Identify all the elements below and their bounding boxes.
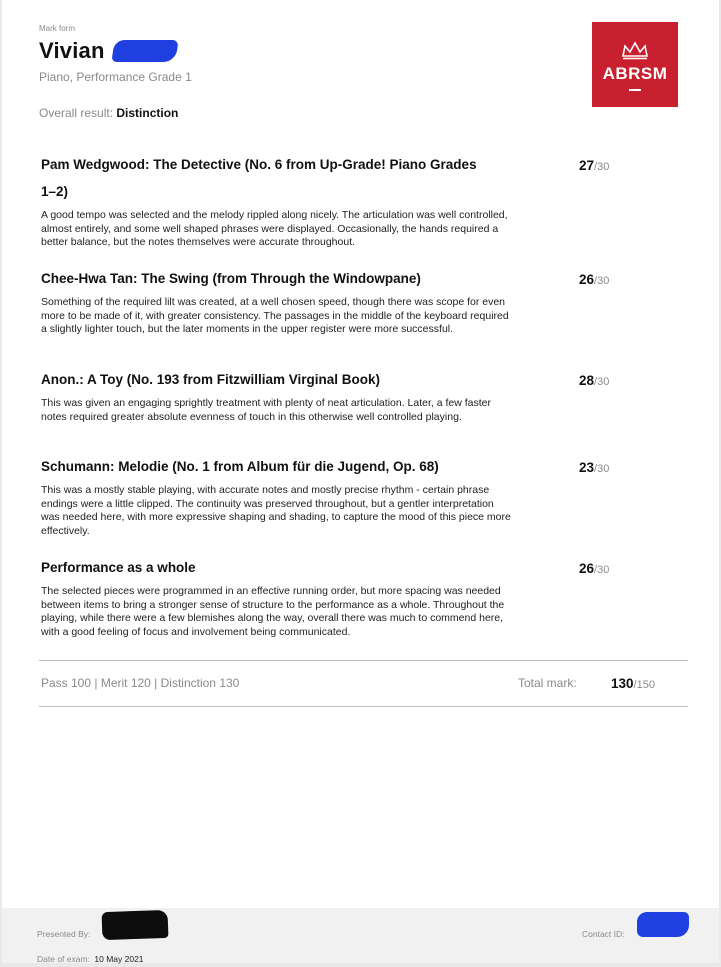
- mark-value: 26: [579, 272, 595, 287]
- piece-3: [41, 366, 671, 424]
- presented-by: [37, 924, 90, 942]
- exam-date-value: 10 May 2021: [94, 954, 144, 964]
- piece-title: Chee-Hwa Tan: The Swing (from Through the Windowpane): [41, 271, 421, 286]
- candidate-name: Vivian: [39, 38, 105, 63]
- mark-out-of: /30: [594, 564, 610, 576]
- piece-comment: A good tempo was selected and the melody rippled along nicely. The articulation was well controlled, almost entirely, and some well shaped phrases were displayed. Occasionally, the hands required a better balance, but the notes themselves were accurate throughout.: [41, 209, 508, 249]
- crown-icon: [620, 40, 650, 60]
- divider: [39, 706, 688, 707]
- piece-1: [41, 151, 671, 250]
- contact-id: [582, 924, 625, 942]
- piece-4: [41, 453, 671, 538]
- redaction-mark: [637, 912, 689, 937]
- redaction-mark: [111, 40, 178, 62]
- piece-comment: The selected pieces were programmed in an effective running order, but more spacing was needed between items to bring a stronger sense of structure to the performance as a whole. Throughout the playing, while there were a few blemishes along the way, overall there was much to commend here, with a good feeling of focus and involvement being communicated.: [41, 585, 505, 638]
- piece-2: [41, 265, 671, 337]
- mark-value: 28: [579, 373, 595, 388]
- exam-date-label: Date of exam:: [37, 954, 90, 964]
- piece-3-mark: [579, 373, 609, 388]
- piece-title: Performance as a whole: [41, 560, 196, 575]
- piece-title: Anon.: A Toy (No. 193 from Fitzwilliam Virginal Book): [41, 372, 381, 387]
- abrsm-logo: [592, 22, 678, 107]
- divider: [39, 660, 688, 661]
- piece-1-mark: [579, 158, 609, 173]
- total-mark-value: 130: [611, 676, 634, 691]
- mark-out-of: /30: [594, 463, 610, 475]
- piece-2-mark: [579, 272, 609, 287]
- exam-subject: Piano, Performance Grade 1: [39, 70, 192, 84]
- mark-value: 27: [579, 158, 595, 173]
- overall-result-value: Distinction: [116, 106, 179, 120]
- grade-thresholds: Pass 100 | Merit 120 | Distinction 130: [41, 676, 240, 690]
- logo-dash: [629, 89, 641, 91]
- piece-comment: This was given an engaging sprightly treatment with plenty of neat articulation. Later, a few faster notes required greater absolute evenness of touch in this otherwise well controlled playing.: [41, 397, 491, 423]
- presented-by-label: Presented By:: [37, 929, 91, 939]
- performance-mark: [579, 561, 609, 576]
- logo-text: ABRSM: [602, 64, 668, 83]
- performance-as-whole: [41, 554, 671, 639]
- mark-form-page: [2, 0, 719, 963]
- piece-title: Pam Wedgwood: The Detective (No. 6 from Up-Grade! Piano Grades 1–2): [41, 157, 477, 199]
- mark-value: 23: [579, 460, 595, 475]
- piece-comment: This was a mostly stable playing, with accurate notes and mostly precise rhythm - certain phrase endings were a little clipped. The continuity was preserved throughout, but a gentler interpretation was needed here, with more expressive shaping and shading, to capture the mood of this piece more effectively.: [41, 484, 511, 537]
- contact-id-label: Contact ID:: [582, 929, 625, 939]
- total-mark: [611, 676, 655, 691]
- footer: [2, 908, 719, 963]
- overall-result-label: Overall result:: [39, 106, 114, 120]
- piece-title: Schumann: Melodie (No. 1 from Album für die Jugend, Op. 68): [41, 459, 439, 474]
- form-label: Mark form: [39, 24, 75, 33]
- piece-4-mark: [579, 460, 609, 475]
- mark-out-of: /30: [594, 376, 610, 388]
- mark-value: 26: [579, 561, 595, 576]
- overall-result: [39, 106, 178, 120]
- total-mark-label: Total mark:: [518, 676, 577, 690]
- total-mark-out-of: /150: [633, 679, 655, 691]
- mark-out-of: /30: [594, 161, 610, 173]
- piece-comment: Something of the required lilt was created, at a well chosen speed, though there was scope for even more to be made of it, with greater consistency. The passages in the middle of the keyboard required a slightly lighter touch, but the later moments in the upper register were more successful.: [41, 296, 509, 336]
- exam-date: [37, 949, 144, 967]
- redaction-mark: [102, 910, 169, 940]
- candidate-name-row: [39, 38, 177, 64]
- mark-out-of: /30: [594, 275, 610, 287]
